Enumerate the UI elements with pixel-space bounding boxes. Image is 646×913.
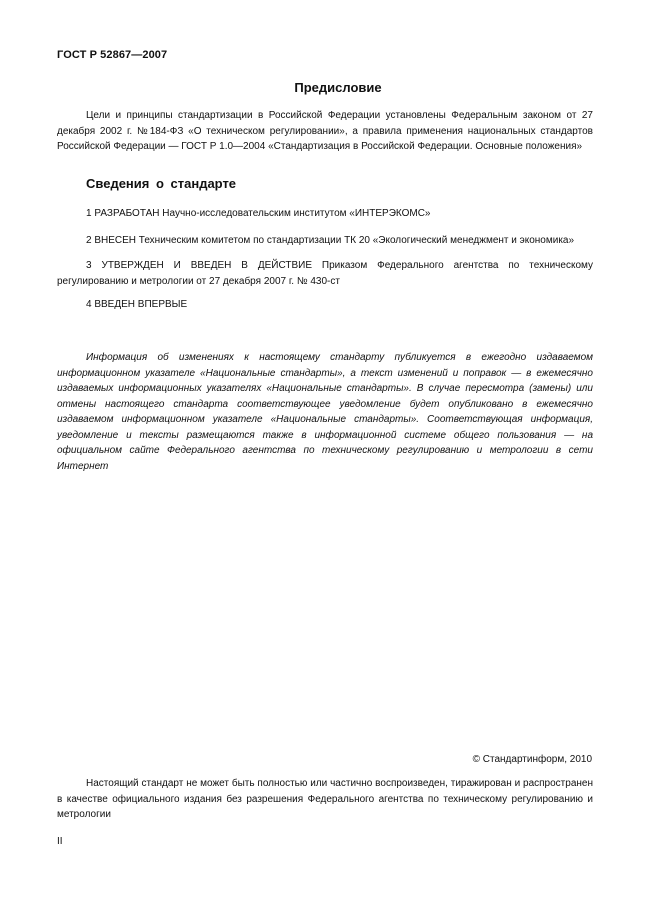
standard-info-item-3: 3 УТВЕРЖДЕН И ВВЕДЕН В ДЕЙСТВИЕ Приказом Федерального агентства по техническому регулированию и метрологии от 27 декабря 2007 г. № 430-ст bbox=[57, 260, 593, 287]
standard-code: ГОСТ Р 52867—2007 bbox=[57, 49, 168, 61]
info-notice: Информация об изменениях к настоящему стандарту публикуется в ежегодно издаваемом информационном указателе «Национальные стандарты», а текст изменений и поправок — в ежемесячно издаваемых информационных указателях «Национальные стандарты». В случае пересмотра (замены) или отмены настоящего стандарта соответствующее уведомление будет опубликовано в ежемесячно издаваемом информационном указателе «Национальные стандарты». Соответствующая информация, уведомление и тексты размещаются также в информационной системе общего пользования — на официальном сайте Федерального агентства по техническому регулированию и метрологии в сети Интернет bbox=[57, 352, 593, 472]
standard-info-item-1: 1 РАЗРАБОТАН Научно-исследовательским институтом «ИНТЕРЭКОМС» bbox=[86, 208, 431, 219]
reproduction-notice: Настоящий стандарт не может быть полностью или частично воспроизведен, тиражирован и распространен в качестве официального издания без разрешения Федерального агентства по техническому регулированию и метрологии bbox=[57, 778, 593, 820]
preface-title: Предисловие bbox=[294, 80, 382, 95]
standard-info-item-4: 4 ВВЕДЕН ВПЕРВЫЕ bbox=[86, 299, 188, 310]
standard-info-heading: Сведения о стандарте bbox=[86, 176, 237, 191]
copyright: © Стандартинформ, 2010 bbox=[472, 754, 592, 765]
page-number: II bbox=[57, 836, 63, 847]
preface-text: Цели и принципы стандартизации в Российской Федерации установлены Федеральным законом от 27 декабря 2002 г. №184-ФЗ «О техническом регулировании», а правила применения национальных стандартов Российской Федерации — ГОСТ Р 1.0—2004 «Стандартизация в Российской Федерации. Основные положения» bbox=[57, 110, 593, 152]
standard-info-item-2: 2 ВНЕСЕН Техническим комитетом по стандартизации ТК 20 «Экологический менеджмент и экономика» bbox=[86, 235, 575, 246]
